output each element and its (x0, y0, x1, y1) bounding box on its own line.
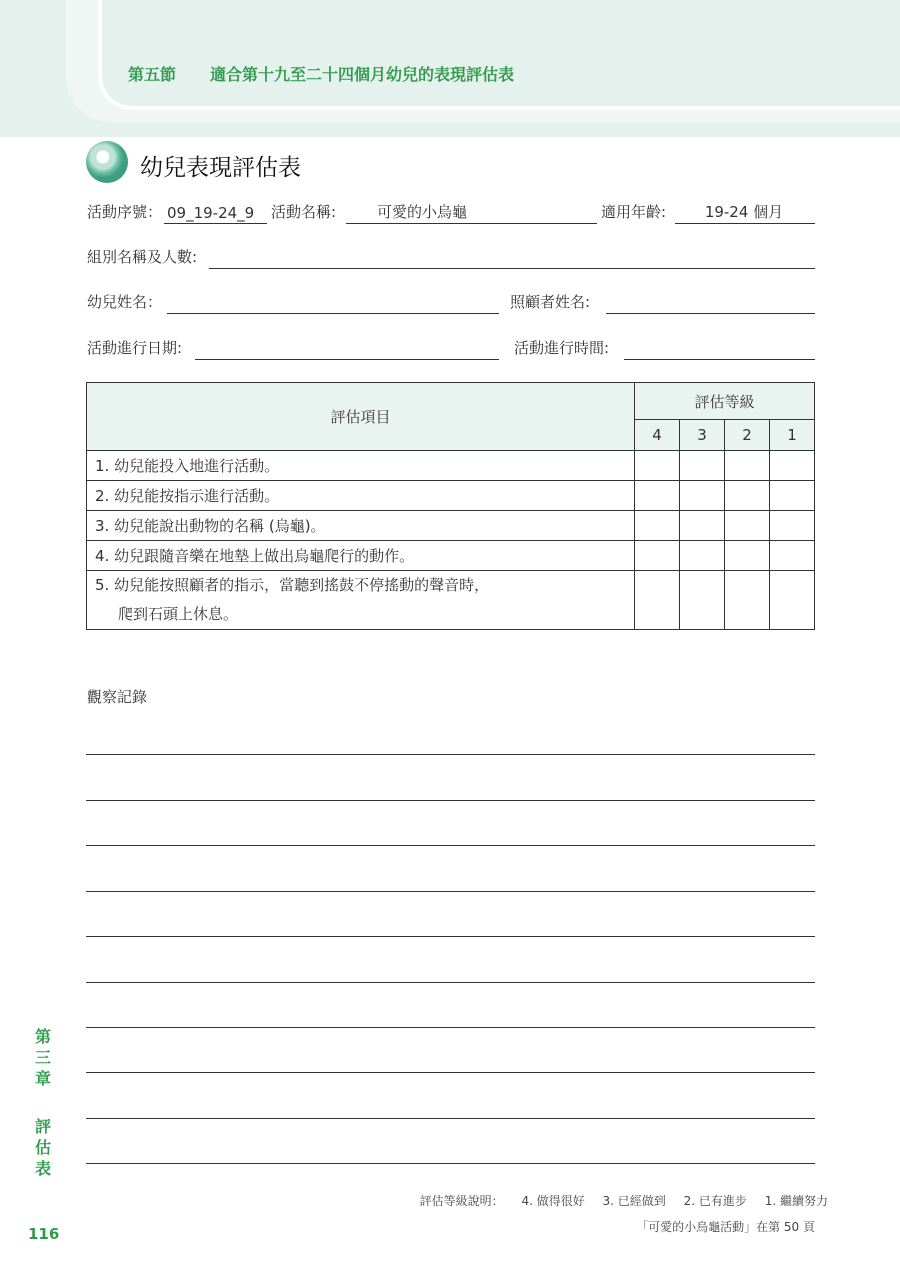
observation-line[interactable] (86, 845, 815, 846)
activity-no-line (164, 223, 267, 224)
assessment-item: 2. 幼兒能按指示進行活動。 (87, 481, 635, 511)
page-number: 116 (28, 1225, 60, 1243)
grade-cell[interactable] (635, 571, 680, 630)
table-row (87, 541, 815, 571)
legend-item: 4. 做得很好 (521, 1194, 585, 1208)
grade-cell[interactable] (770, 571, 815, 630)
section-name: 適合第十九至二十四個月幼兒的表現評估表 (210, 65, 515, 84)
grade-3-header: 3 (680, 420, 725, 451)
legend-item: 1. 繼續努力 (764, 1194, 828, 1208)
item-5-line-1: 5. 幼兒能按照顧者的指示，當聽到搖鼓不停搖動的聲音時， (95, 576, 490, 594)
grade-cell[interactable] (770, 481, 815, 511)
time-label: 活動進行時間: (514, 339, 610, 357)
grade-cell[interactable] (635, 541, 680, 571)
grade-legend (420, 1192, 828, 1209)
time-field[interactable] (624, 359, 815, 360)
grade-cell[interactable] (635, 481, 680, 511)
observation-line[interactable] (86, 1072, 815, 1073)
grade-4-header: 4 (635, 420, 680, 451)
chapter-name: 評估表 (34, 1117, 51, 1178)
table-row (87, 451, 815, 481)
section-title (128, 62, 514, 85)
grade-cell[interactable] (725, 571, 770, 630)
activity-no-label: 活動序號： (87, 203, 163, 221)
legend-item: 3. 已經做到 (602, 1194, 666, 1208)
schedule-row (87, 336, 815, 362)
section-number: 第五節 (128, 65, 177, 84)
assessment-item: 1. 幼兒能投入地進行活動。 (87, 451, 635, 481)
age-label: 適用年齡: (601, 203, 667, 221)
grade-cell[interactable] (680, 511, 725, 541)
title-bubble-icon (86, 141, 128, 183)
legend-label: 評估等級說明： (419, 1194, 504, 1208)
observation-line[interactable] (86, 891, 815, 892)
grade-cell[interactable] (680, 451, 725, 481)
assessment-item (87, 571, 635, 630)
activity-info-row (87, 200, 815, 226)
date-label: 活動進行日期: (87, 339, 183, 357)
header-card (98, 0, 900, 110)
chapter-number: 第三章 (34, 1027, 51, 1088)
age-line (675, 223, 815, 224)
assessment-item: 3. 幼兒能說出動物的名稱 (烏龜)。 (87, 511, 635, 541)
group-label: 組別名稱及人數: (87, 248, 198, 266)
grade-cell[interactable] (725, 541, 770, 571)
table-row (87, 511, 815, 541)
table-row (87, 571, 815, 630)
item-5-line-2: 爬到石頭上休息。 (118, 605, 239, 623)
grade-cell[interactable] (725, 481, 770, 511)
observation-label: 觀察記錄 (87, 688, 148, 706)
grade-1-header: 1 (770, 420, 815, 451)
carer-name-label: 照顧者姓名: (510, 293, 591, 311)
grade-cell[interactable] (680, 481, 725, 511)
page-reference: 「可愛的小烏龜活動」在第 50 頁 (636, 1220, 815, 1234)
activity-name-value: 可愛的小烏龜 (377, 203, 468, 221)
item-header: 評估項目 (87, 383, 635, 451)
assessment-table (86, 382, 815, 630)
grade-cell[interactable] (680, 541, 725, 571)
grade-cell[interactable] (770, 541, 815, 571)
chapter-side-label (33, 1026, 53, 1179)
age-value: 19-24 個月 (704, 203, 784, 221)
group-row (87, 245, 815, 271)
grade-cell[interactable] (725, 511, 770, 541)
activity-name-label: 活動名稱: (271, 203, 337, 221)
assessment-item: 4. 幼兒跟隨音樂在地墊上做出烏龜爬行的動作。 (87, 541, 635, 571)
activity-no-value: 09_19-24_9 (167, 204, 255, 222)
legend-item: 2. 已有進步 (683, 1194, 747, 1208)
observation-line[interactable] (86, 800, 815, 801)
page-title: 幼兒表現評估表 (140, 155, 301, 181)
observation-line[interactable] (86, 936, 815, 937)
grade-cell[interactable] (770, 451, 815, 481)
grade-cell[interactable] (680, 571, 725, 630)
grade-header: 評估等級 (635, 383, 815, 420)
grade-2-header: 2 (725, 420, 770, 451)
observation-line[interactable] (86, 1027, 815, 1028)
child-name-field[interactable] (167, 313, 499, 314)
activity-name-line (346, 223, 597, 224)
header-band (0, 0, 900, 137)
observation-line[interactable] (86, 754, 815, 755)
table-row (87, 481, 815, 511)
grade-cell[interactable] (635, 511, 680, 541)
side-gap (33, 1089, 53, 1116)
grade-cell[interactable] (725, 451, 770, 481)
grade-cell[interactable] (770, 511, 815, 541)
child-name-label: 幼兒姓名： (87, 293, 163, 311)
names-row (87, 290, 815, 316)
date-field[interactable] (195, 359, 499, 360)
grade-cell[interactable] (635, 451, 680, 481)
observation-line[interactable] (86, 982, 815, 983)
group-field[interactable] (209, 268, 815, 269)
observation-line[interactable] (86, 1163, 815, 1164)
observation-line[interactable] (86, 1118, 815, 1119)
carer-name-field[interactable] (606, 313, 815, 314)
